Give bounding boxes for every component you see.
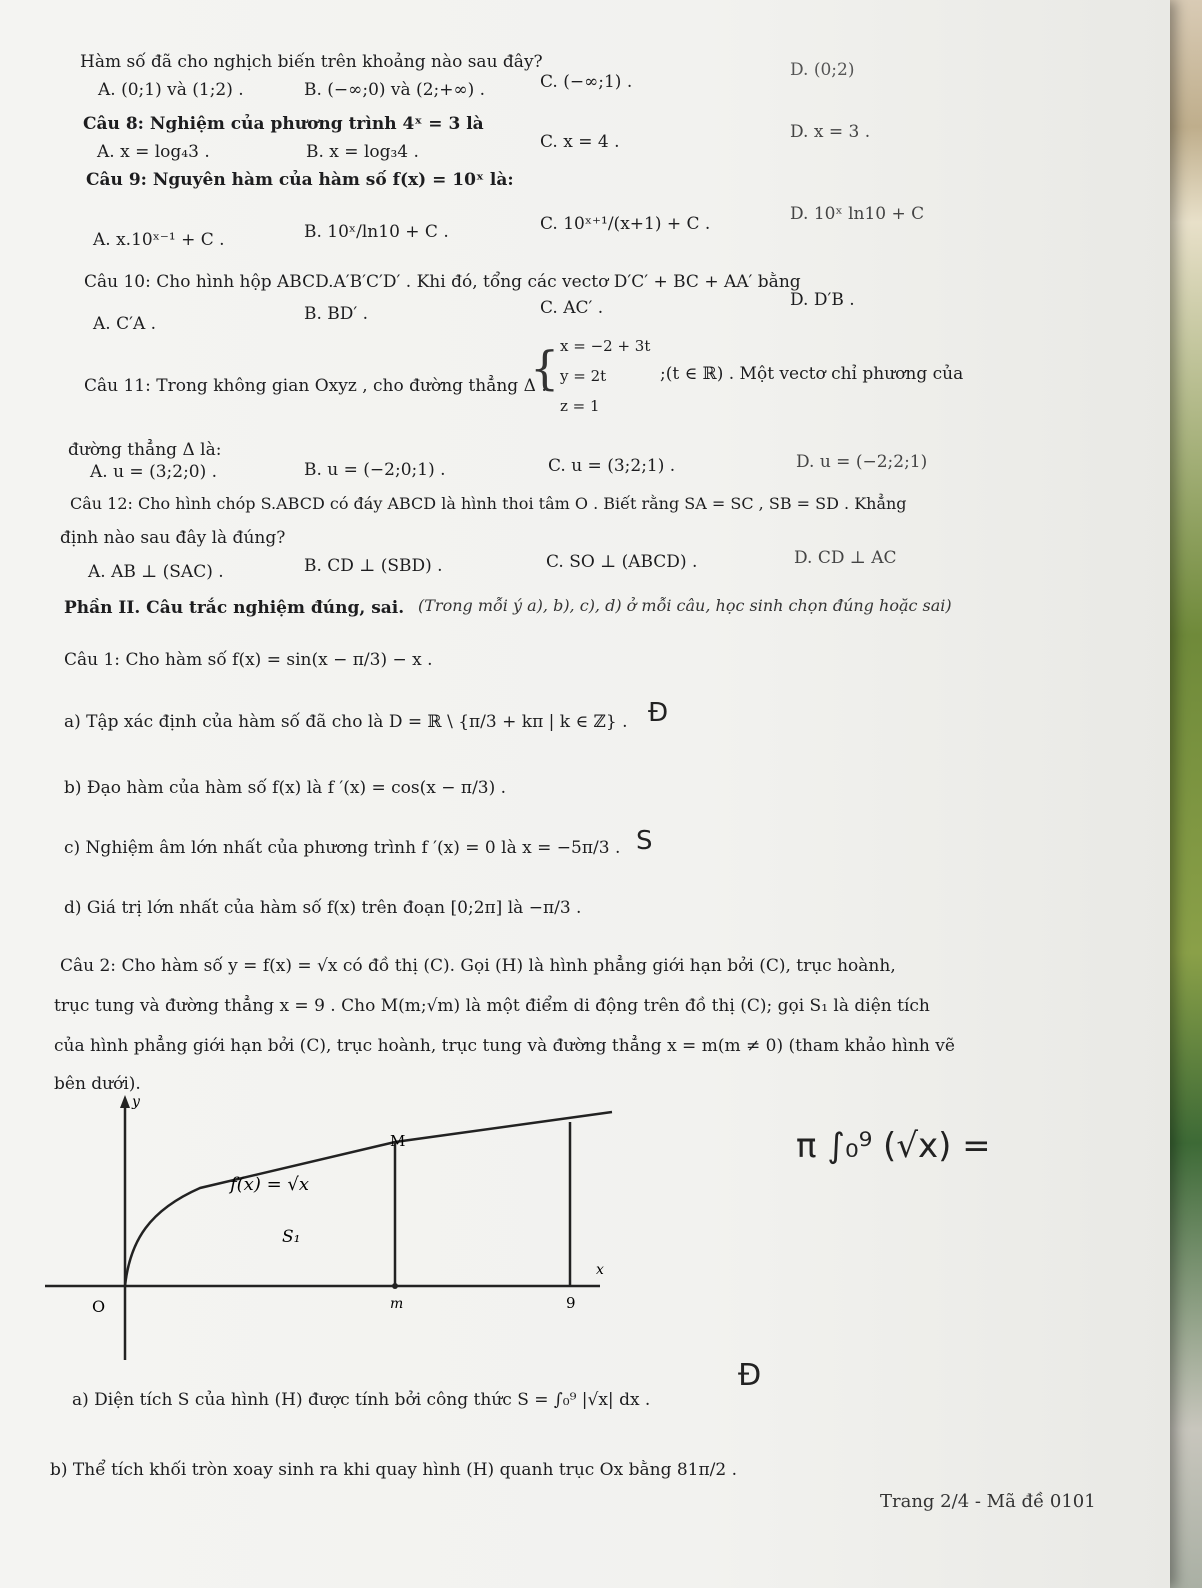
q12-line2: định nào sau đây là đúng? [60, 528, 286, 548]
c1-item-a: a) Tập xác định của hàm số đã cho là D = ℝ \ {π/3 + kπ | k ∈ ℤ} . [64, 712, 628, 732]
q7-option-b: B. (−∞;0) và (2;+∞) . [304, 80, 486, 100]
y-axis-label: y [132, 1094, 140, 1110]
function-label: f(x) = √x [230, 1174, 310, 1195]
q12-option-d: D. CD ⊥ AC [794, 548, 897, 568]
sqrt-curve [125, 1112, 612, 1286]
q9-option-a: A. x.10ˣ⁻¹ + C . [93, 230, 225, 250]
q11-sys-z: z = 1 [560, 397, 600, 415]
q11-tail: ;(t ∈ ℝ) . Một vectơ chỉ phương của [660, 364, 964, 384]
q12-option-b: B. CD ⊥ (SBD) . [304, 556, 443, 576]
q12-question: Câu 12: Cho hình chóp S.ABCD có đáy ABCD là hình thoi tâm O . Biết rằng SA = SC , SB = SD . Khẳng [70, 494, 907, 513]
nine-tick-label: 9 [566, 1294, 576, 1312]
q7-option-a: A. (0;1) và (1;2) . [98, 80, 244, 100]
q10-option-d: D. D′B . [790, 290, 855, 310]
c2-item-b: b) Thể tích khối tròn xoay sinh ra khi quay hình (H) quanh trục Ox bằng 81π/2 . [50, 1460, 738, 1480]
sqrt-graph [40, 1090, 640, 1370]
c2-item-a: a) Diện tích S của hình (H) được tính bởi công thức S = ∫₀⁹ |√x| dx . [72, 1390, 651, 1410]
q10-option-c: C. AC′ . [540, 298, 604, 318]
y-axis-arrow [120, 1095, 130, 1108]
point-m-on-axis [392, 1283, 398, 1289]
q12-option-c: C. SO ⊥ (ABCD) . [546, 552, 698, 572]
c1-item-d: d) Giá trị lớn nhất của hàm số f(x) trên đoạn [0;2π] là −π/3 . [64, 898, 582, 918]
c1-c-handwritten-mark: S [636, 826, 653, 856]
q12-option-a: A. AB ⊥ (SAC) . [88, 562, 224, 582]
c2-line1: Câu 2: Cho hàm số y = f(x) = √x có đồ thị (C). Gọi (H) là hình phẳng giới hạn bởi (C), trục hoành, [60, 956, 896, 976]
q11-option-c: C. u = (3;2;1) . [548, 456, 676, 476]
q10-option-a: A. C′A . [93, 314, 157, 334]
q10-option-b: B. BD′ . [304, 304, 369, 324]
q8-option-c: C. x = 4 . [540, 132, 620, 152]
point-m-label: M [390, 1132, 406, 1150]
q9-option-d: D. 10ˣ ln10 + C [790, 204, 925, 224]
m-tick-label: m [390, 1296, 404, 1312]
q8-option-b: B. x = log₃4 . [306, 142, 419, 162]
q11-option-b: B. u = (−2;0;1) . [304, 460, 446, 480]
c2-line2: trục tung và đường thẳng x = 9 . Cho M(m;√m) là một điểm di động trên đồ thị (C); gọi S₁ là diện tích [54, 996, 930, 1016]
q7-question: Hàm số đã cho nghịch biến trên khoảng nào sau đây? [80, 52, 543, 72]
origin-label: O [92, 1297, 106, 1316]
q11-lead: Câu 11: Trong không gian Oxyz , cho đường thẳng Δ : [84, 376, 547, 396]
q9-option-c: C. 10ˣ⁺¹/(x+1) + C . [540, 214, 711, 234]
page-footer: Trang 2/4 - Mã đề 0101 [880, 1491, 1096, 1512]
q7-option-c: C. (−∞;1) . [540, 72, 633, 92]
x-axis-label: x [596, 1262, 604, 1278]
q11-line2: đường thẳng Δ là: [68, 440, 222, 460]
q11-sys-y: y = 2t [560, 367, 607, 385]
c1-a-handwritten-mark: Đ [648, 698, 669, 728]
c1-question: Câu 1: Cho hàm số f(x) = sin(x − π/3) − x . [64, 650, 433, 670]
handwritten-volume-note: π ∫₀⁹ (√x) = [796, 1126, 991, 1166]
part2-title: Phần II. Câu trắc nghiệm đúng, sai. [64, 598, 405, 618]
q9-question: Câu 9: Nguyên hàm của hàm số f(x) = 10ˣ là: [86, 170, 514, 190]
c1-item-c: c) Nghiệm âm lớn nhất của phương trình f ′(x) = 0 là x = −5π/3 . [64, 838, 621, 858]
q11-brace: { [530, 341, 560, 395]
c1-item-b: b) Đạo hàm của hàm số f(x) là f ′(x) = cos(x − π/3) . [64, 778, 507, 798]
c2-line4: bên dưới). [54, 1074, 141, 1094]
q8-option-a: A. x = log₄3 . [97, 142, 210, 162]
q11-option-a: A. u = (3;2;0) . [90, 462, 218, 482]
q11-sys-x: x = −2 + 3t [560, 337, 651, 355]
area-s1-label: S₁ [282, 1227, 301, 1247]
c2-a-handwritten-mark: Đ [738, 1358, 762, 1393]
q10-question: Câu 10: Cho hình hộp ABCD.A′B′C′D′ . Khi đó, tổng các vectơ D′C′ + BC + AA′ bằng [84, 272, 801, 292]
c2-line3: của hình phẳng giới hạn bởi (C), trục hoành, trục tung và đường thẳng x = m(m ≠ 0) (tham khảo hình vẽ [54, 1036, 955, 1056]
q8-question: Câu 8: Nghiệm của phương trình 4ˣ = 3 là [83, 114, 484, 134]
part2-note: (Trong mỗi ý a), b), c), d) ở mỗi câu, học sinh chọn đúng hoặc sai) [418, 596, 952, 615]
q8-option-d: D. x = 3 . [790, 122, 871, 142]
q7-option-d: D. (0;2) [790, 60, 855, 80]
q9-option-b: B. 10ˣ/ln10 + C . [304, 222, 449, 242]
q11-option-d: D. u = (−2;2;1) [796, 452, 928, 472]
